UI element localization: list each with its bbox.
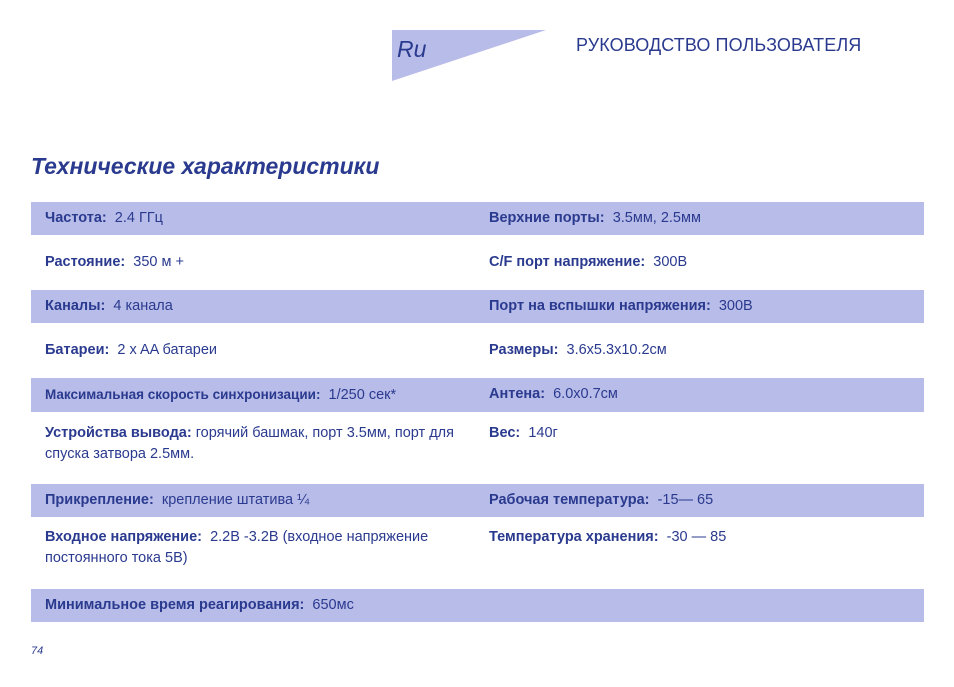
spec-table [31, 202, 924, 622]
spec-label: Рабочая температура: [489, 492, 650, 508]
spec-row [31, 589, 924, 622]
spec-value: 140г [528, 425, 558, 441]
spec-label: Частота: [45, 210, 107, 226]
spec-cell [31, 334, 475, 367]
spec-cell [475, 484, 924, 517]
spec-label: Порт на вспышки напряжения: [489, 298, 711, 314]
spec-label: Вес: [489, 425, 521, 441]
language-label: Ru [397, 36, 427, 62]
spec-cell [31, 589, 475, 622]
spec-value: 4 канала [113, 298, 173, 314]
spec-value: 6.0x0.7см [553, 386, 618, 402]
spec-value: 300В [718, 298, 753, 314]
spec-label: Растояние: [45, 254, 126, 270]
spec-cell [475, 334, 924, 367]
page-number: 74 [31, 645, 44, 657]
spec-cell [31, 484, 475, 517]
spec-cell [31, 202, 475, 235]
spec-row [31, 235, 924, 290]
spec-value: горячий башмак, порт 3.5мм, порт для спуска затвора 2.5мм. [45, 425, 454, 462]
spec-label: Минимальное время реагирования: [45, 597, 305, 613]
language-tab [392, 30, 546, 81]
spec-cell [475, 521, 924, 575]
spec-cell [31, 290, 475, 323]
spec-value: -15— 65 [657, 492, 714, 508]
spec-cell [31, 521, 475, 575]
spec-value: 350 м + [133, 254, 184, 270]
spec-cell [475, 417, 924, 471]
spec-row [31, 412, 924, 484]
spec-value: 3.5мм, 2.5мм [612, 210, 701, 226]
spec-cell [475, 246, 924, 279]
spec-value: 650мс [312, 597, 354, 613]
spec-cell [31, 378, 475, 412]
spec-label: Максимальная скорость синхронизации: [45, 387, 321, 402]
spec-row [31, 378, 924, 412]
spec-label: Размеры: [489, 342, 559, 358]
spec-cell [31, 417, 475, 471]
spec-row [31, 202, 924, 235]
spec-value: -30 — 85 [666, 529, 727, 545]
spec-cell [475, 589, 924, 622]
spec-label: Устройства вывода: [45, 425, 192, 441]
spec-label: Батареи: [45, 342, 110, 358]
spec-cell [475, 290, 924, 323]
spec-value: 300В [653, 254, 688, 270]
spec-value: крепление штатива ¼ [161, 492, 310, 508]
spec-row [31, 323, 924, 378]
spec-cell [31, 246, 475, 279]
spec-label: Температура хранения: [489, 529, 659, 545]
spec-label: Входное напряжение: [45, 529, 202, 545]
spec-label: Антена: [489, 386, 546, 402]
spec-label: Каналы: [45, 298, 106, 314]
spec-cell [475, 202, 924, 235]
section-title: Технические характеристики [31, 153, 380, 179]
manual-title: РУКОВОДСТВО ПОЛЬЗОВАТЕЛЯ [576, 35, 862, 55]
spec-row [31, 484, 924, 517]
spec-row [31, 517, 924, 589]
spec-cell [475, 378, 924, 412]
spec-value: 3.6x5.3x10.2см [566, 342, 667, 358]
spec-value: 1/250 сек* [328, 387, 397, 403]
spec-label: C/F порт напряжение: [489, 254, 646, 270]
spec-value: 2 x AA батареи [117, 342, 218, 358]
spec-row [31, 290, 924, 323]
spec-value: 2.4 ГГц [114, 210, 163, 226]
spec-label: Прикрепление: [45, 492, 154, 508]
spec-value: 2.2В -3.2В (входное напряжение постоянного тока 5В) [45, 529, 429, 566]
spec-label: Верхние порты: [489, 210, 605, 226]
